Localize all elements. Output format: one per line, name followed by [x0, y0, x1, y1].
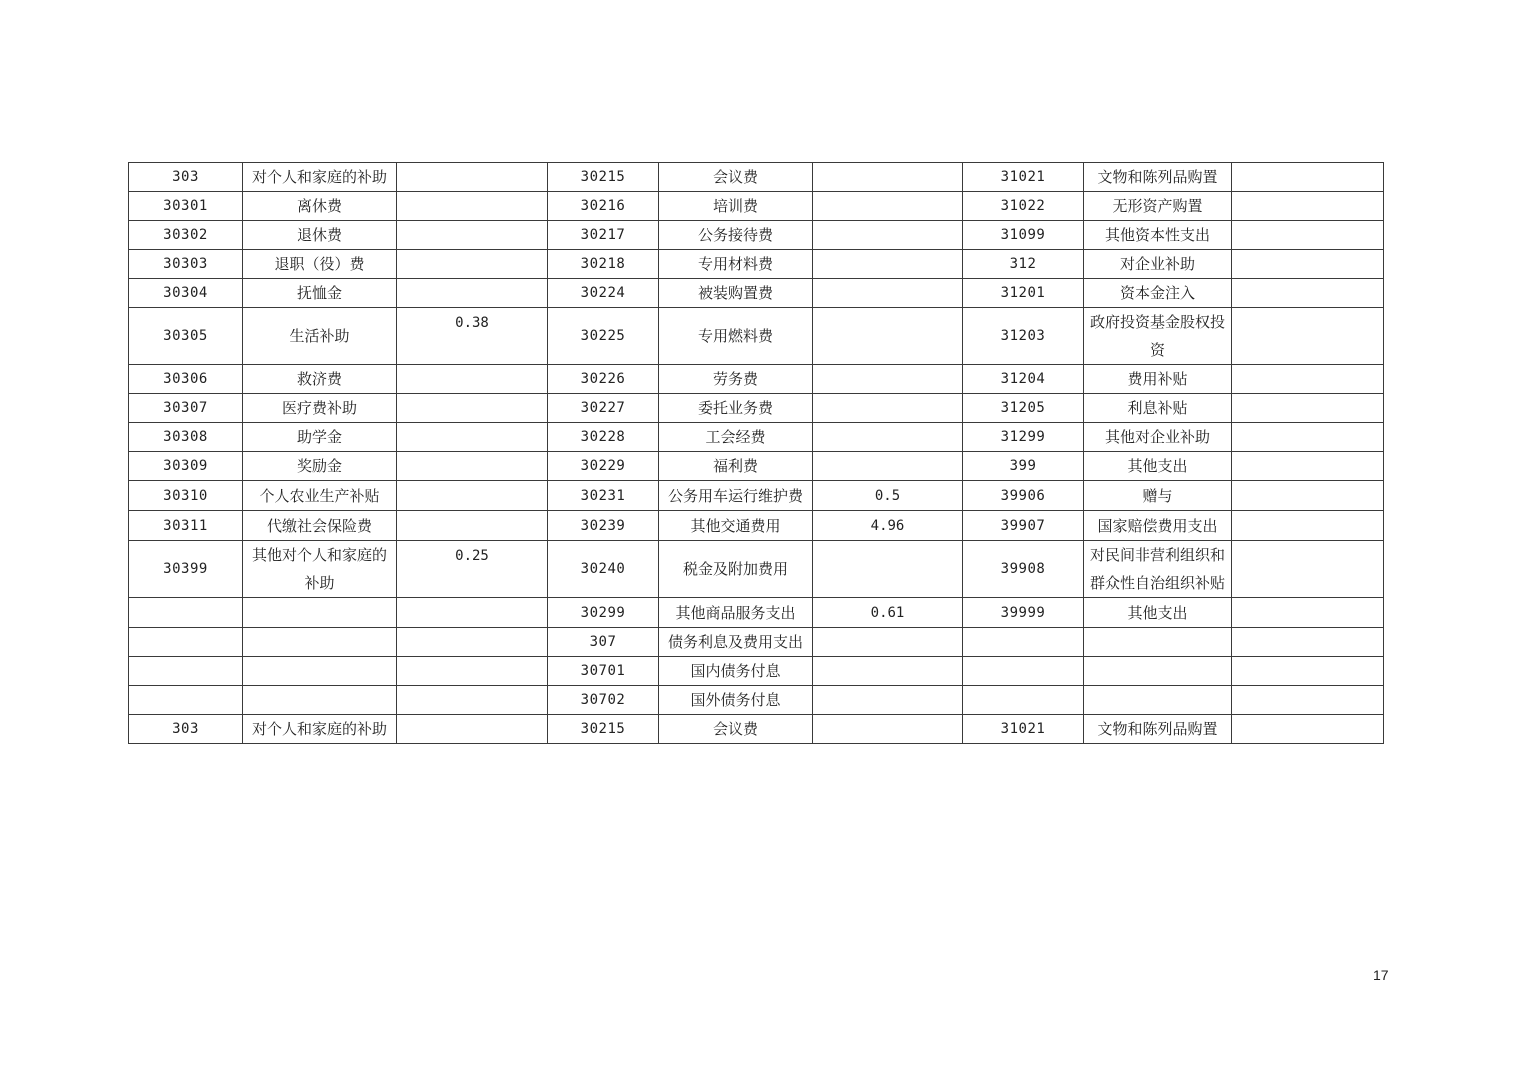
- amount-cell: [813, 163, 963, 192]
- code-cell: 30215: [548, 163, 659, 192]
- amount-cell: [397, 163, 548, 192]
- table-row: [129, 511, 1384, 541]
- code-cell: 30306: [129, 365, 243, 394]
- amount-cell: [1232, 192, 1384, 221]
- name-cell: 退休费: [243, 221, 397, 250]
- name-cell: 税金及附加费用: [659, 541, 813, 598]
- table-row: [129, 365, 1384, 394]
- name-cell: [1084, 628, 1232, 657]
- name-cell: 国内债务付息: [659, 657, 813, 686]
- amount-cell: [1232, 452, 1384, 481]
- name-cell: 国外债务付息: [659, 686, 813, 715]
- code-cell: 30217: [548, 221, 659, 250]
- amount-cell: [1232, 628, 1384, 657]
- name-cell: 生活补助: [243, 308, 397, 365]
- table-row: [129, 163, 1384, 192]
- code-cell: 30702: [548, 686, 659, 715]
- amount-cell: [1232, 686, 1384, 715]
- code-cell: 30240: [548, 541, 659, 598]
- amount-cell: [397, 365, 548, 394]
- name-cell: 公务接待费: [659, 221, 813, 250]
- name-cell: 劳务费: [659, 365, 813, 394]
- name-cell: 培训费: [659, 192, 813, 221]
- code-cell: 31299: [963, 423, 1084, 452]
- table-row: [129, 598, 1384, 628]
- code-cell: 30302: [129, 221, 243, 250]
- name-cell: 资本金注入: [1084, 279, 1232, 308]
- code-cell: 31021: [963, 163, 1084, 192]
- name-cell: 其他对个人和家庭的补助: [243, 541, 397, 598]
- name-cell: [243, 628, 397, 657]
- amount-cell: [397, 394, 548, 423]
- code-cell: 30305: [129, 308, 243, 365]
- name-cell: 无形资产购置: [1084, 192, 1232, 221]
- table-row: [129, 657, 1384, 686]
- code-cell: [963, 686, 1084, 715]
- name-cell: 救济费: [243, 365, 397, 394]
- amount-cell: [1232, 308, 1384, 365]
- amount-cell: [1232, 541, 1384, 598]
- amount-cell: [1232, 657, 1384, 686]
- table-row: [129, 192, 1384, 221]
- code-cell: 30307: [129, 394, 243, 423]
- name-cell: [1084, 686, 1232, 715]
- name-cell: 专用燃料费: [659, 308, 813, 365]
- code-cell: 30701: [548, 657, 659, 686]
- amount-cell: [813, 365, 963, 394]
- amount-cell: [1232, 511, 1384, 541]
- amount-cell: [813, 221, 963, 250]
- name-cell: 文物和陈列品购置: [1084, 715, 1232, 744]
- code-cell: 30303: [129, 250, 243, 279]
- table-row: [129, 541, 1384, 598]
- code-cell: 30299: [548, 598, 659, 628]
- code-cell: 31022: [963, 192, 1084, 221]
- budget-table-container: [128, 162, 1383, 744]
- code-cell: 399: [963, 452, 1084, 481]
- amount-cell: 0.61: [813, 598, 963, 628]
- name-cell: 其他支出: [1084, 598, 1232, 628]
- amount-cell: [813, 423, 963, 452]
- code-cell: 30225: [548, 308, 659, 365]
- code-cell: 30399: [129, 541, 243, 598]
- table-row: [129, 715, 1384, 744]
- budget-classification-table: [128, 162, 1384, 744]
- code-cell: 39906: [963, 481, 1084, 511]
- code-cell: [129, 598, 243, 628]
- name-cell: 助学金: [243, 423, 397, 452]
- amount-cell: [397, 715, 548, 744]
- name-cell: 离休费: [243, 192, 397, 221]
- code-cell: 30310: [129, 481, 243, 511]
- amount-cell: [813, 628, 963, 657]
- name-cell: 赠与: [1084, 481, 1232, 511]
- code-cell: 30228: [548, 423, 659, 452]
- name-cell: 其他支出: [1084, 452, 1232, 481]
- code-cell: 30226: [548, 365, 659, 394]
- table-body: [129, 163, 1384, 744]
- code-cell: 31205: [963, 394, 1084, 423]
- name-cell: 其他资本性支出: [1084, 221, 1232, 250]
- name-cell: 对个人和家庭的补助: [243, 163, 397, 192]
- amount-cell: [397, 511, 548, 541]
- code-cell: 30239: [548, 511, 659, 541]
- amount-cell: [813, 308, 963, 365]
- code-cell: 30309: [129, 452, 243, 481]
- name-cell: 会议费: [659, 715, 813, 744]
- amount-cell: [397, 481, 548, 511]
- amount-cell: [1232, 598, 1384, 628]
- code-cell: 31203: [963, 308, 1084, 365]
- code-cell: 31204: [963, 365, 1084, 394]
- code-cell: 30304: [129, 279, 243, 308]
- amount-cell: [1232, 715, 1384, 744]
- name-cell: 政府投资基金股权投资: [1084, 308, 1232, 365]
- name-cell: 福利费: [659, 452, 813, 481]
- table-row: [129, 628, 1384, 657]
- amount-cell: [813, 394, 963, 423]
- amount-cell: [397, 279, 548, 308]
- code-cell: [129, 657, 243, 686]
- page-number: 17: [1373, 967, 1389, 983]
- name-cell: [243, 657, 397, 686]
- code-cell: 303: [129, 715, 243, 744]
- name-cell: 其他交通费用: [659, 511, 813, 541]
- amount-cell: 4.96: [813, 511, 963, 541]
- table-row: [129, 394, 1384, 423]
- code-cell: 30231: [548, 481, 659, 511]
- amount-cell: [813, 657, 963, 686]
- amount-cell: [813, 686, 963, 715]
- code-cell: [129, 628, 243, 657]
- name-cell: 委托业务费: [659, 394, 813, 423]
- name-cell: 工会经费: [659, 423, 813, 452]
- amount-cell: 0.38: [397, 308, 548, 365]
- name-cell: 专用材料费: [659, 250, 813, 279]
- name-cell: [243, 686, 397, 715]
- amount-cell: [813, 715, 963, 744]
- name-cell: 利息补贴: [1084, 394, 1232, 423]
- table-row: [129, 308, 1384, 365]
- code-cell: 307: [548, 628, 659, 657]
- code-cell: 303: [129, 163, 243, 192]
- amount-cell: [1232, 365, 1384, 394]
- name-cell: 国家赔偿费用支出: [1084, 511, 1232, 541]
- name-cell: 公务用车运行维护费: [659, 481, 813, 511]
- name-cell: 对民间非营利组织和群众性自治组织补贴: [1084, 541, 1232, 598]
- name-cell: 费用补贴: [1084, 365, 1232, 394]
- table-row: [129, 452, 1384, 481]
- code-cell: 39907: [963, 511, 1084, 541]
- amount-cell: [813, 192, 963, 221]
- amount-cell: [1232, 279, 1384, 308]
- name-cell: [243, 598, 397, 628]
- amount-cell: [813, 279, 963, 308]
- code-cell: 30301: [129, 192, 243, 221]
- amount-cell: [1232, 481, 1384, 511]
- code-cell: 31099: [963, 221, 1084, 250]
- name-cell: 对企业补助: [1084, 250, 1232, 279]
- amount-cell: 0.25: [397, 541, 548, 598]
- amount-cell: [397, 628, 548, 657]
- name-cell: 被装购置费: [659, 279, 813, 308]
- code-cell: 30311: [129, 511, 243, 541]
- table-row: [129, 221, 1384, 250]
- amount-cell: [1232, 163, 1384, 192]
- amount-cell: [397, 598, 548, 628]
- name-cell: 会议费: [659, 163, 813, 192]
- table-row: [129, 250, 1384, 279]
- code-cell: 30227: [548, 394, 659, 423]
- code-cell: 30215: [548, 715, 659, 744]
- amount-cell: [397, 192, 548, 221]
- code-cell: 39908: [963, 541, 1084, 598]
- code-cell: 30308: [129, 423, 243, 452]
- amount-cell: [813, 250, 963, 279]
- amount-cell: [813, 541, 963, 598]
- name-cell: 其他对企业补助: [1084, 423, 1232, 452]
- code-cell: [963, 628, 1084, 657]
- code-cell: 30218: [548, 250, 659, 279]
- amount-cell: [1232, 394, 1384, 423]
- table-row: [129, 423, 1384, 452]
- amount-cell: [397, 452, 548, 481]
- code-cell: 31201: [963, 279, 1084, 308]
- table-row: [129, 279, 1384, 308]
- amount-cell: 0.5: [813, 481, 963, 511]
- code-cell: 30224: [548, 279, 659, 308]
- code-cell: 30229: [548, 452, 659, 481]
- amount-cell: [397, 423, 548, 452]
- name-cell: 奖励金: [243, 452, 397, 481]
- code-cell: [963, 657, 1084, 686]
- code-cell: 312: [963, 250, 1084, 279]
- amount-cell: [1232, 423, 1384, 452]
- amount-cell: [397, 221, 548, 250]
- code-cell: 39999: [963, 598, 1084, 628]
- table-row: [129, 686, 1384, 715]
- amount-cell: [1232, 221, 1384, 250]
- amount-cell: [1232, 250, 1384, 279]
- amount-cell: [397, 250, 548, 279]
- name-cell: 退职（役）费: [243, 250, 397, 279]
- name-cell: 债务利息及费用支出: [659, 628, 813, 657]
- name-cell: 个人农业生产补贴: [243, 481, 397, 511]
- amount-cell: [397, 686, 548, 715]
- amount-cell: [397, 657, 548, 686]
- name-cell: 其他商品服务支出: [659, 598, 813, 628]
- table-row: [129, 481, 1384, 511]
- name-cell: 文物和陈列品购置: [1084, 163, 1232, 192]
- code-cell: 30216: [548, 192, 659, 221]
- amount-cell: [813, 452, 963, 481]
- name-cell: 对个人和家庭的补助: [243, 715, 397, 744]
- name-cell: 医疗费补助: [243, 394, 397, 423]
- code-cell: 31021: [963, 715, 1084, 744]
- name-cell: 抚恤金: [243, 279, 397, 308]
- code-cell: [129, 686, 243, 715]
- name-cell: 代缴社会保险费: [243, 511, 397, 541]
- name-cell: [1084, 657, 1232, 686]
